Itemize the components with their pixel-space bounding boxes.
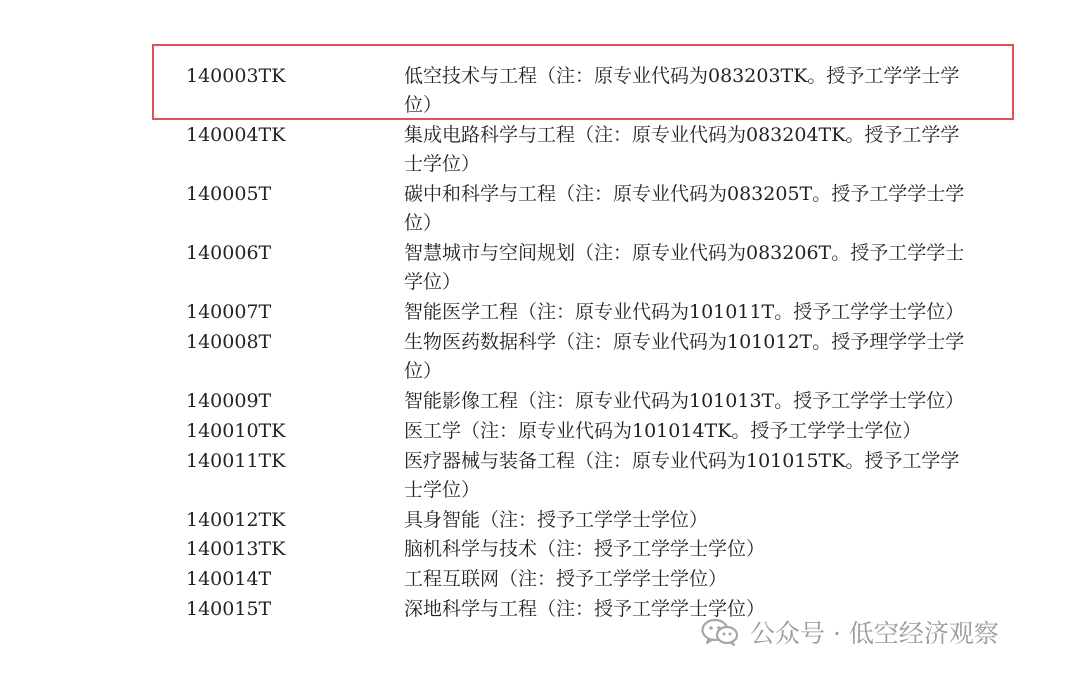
major-code: 140003TK: [186, 65, 286, 87]
major-code: 140010TK: [186, 420, 286, 442]
major-code: 140007T: [186, 301, 272, 323]
major-code: 140004TK: [186, 124, 286, 146]
major-description: 深地科学与工程（注：授予工学学士学位）: [404, 598, 766, 620]
major-description: 生物医药数据科学（注：原专业代码为101012T。授予理学学士学位）: [404, 331, 965, 382]
major-code: 140011TK: [186, 450, 286, 472]
major-code: 140009T: [186, 390, 272, 412]
major-description: 智能医学工程（注：原专业代码为101011T。授予工学学士学位）: [404, 301, 965, 323]
major-description: 碳中和科学与工程（注：原专业代码为083205T。授予工学学士学位）: [404, 183, 965, 234]
watermark-text: 公众号 · 低空经济观察: [750, 619, 999, 648]
major-description: 智能影像工程（注：原专业代码为101013T。授予工学学士学位）: [404, 390, 965, 412]
major-code: 140013TK: [186, 538, 286, 560]
major-description: 工程互联网（注：授予工学学士学位）: [404, 568, 728, 590]
wechat-icon: [700, 616, 740, 648]
major-description: 医疗器械与装备工程（注：原专业代码为101015TK。授予工学学士学位）: [404, 450, 960, 501]
major-description: 医工学（注：原专业代码为101014TK。授予工学学士学位）: [404, 420, 922, 442]
major-code: 140006T: [186, 242, 272, 264]
major-description: 具身智能（注：授予工学学士学位）: [404, 509, 709, 531]
major-code: 140014T: [186, 568, 272, 590]
watermark: [700, 612, 999, 652]
major-description: 集成电路科学与工程（注：原专业代码为083204TK。授予工学学士学位）: [404, 124, 960, 175]
major-code: 140008T: [186, 331, 272, 353]
major-code: 140005T: [186, 183, 272, 205]
major-description: 智慧城市与空间规划（注：原专业代码为083206T。授予工学学士学位）: [404, 242, 965, 293]
major-description: 脑机科学与技术（注：授予工学学士学位）: [404, 538, 766, 560]
major-description: 低空技术与工程（注：原专业代码为083203TK。授予工学学士学位）: [404, 65, 960, 116]
major-code: 140015T: [186, 598, 272, 620]
major-code: 140012TK: [186, 509, 286, 531]
